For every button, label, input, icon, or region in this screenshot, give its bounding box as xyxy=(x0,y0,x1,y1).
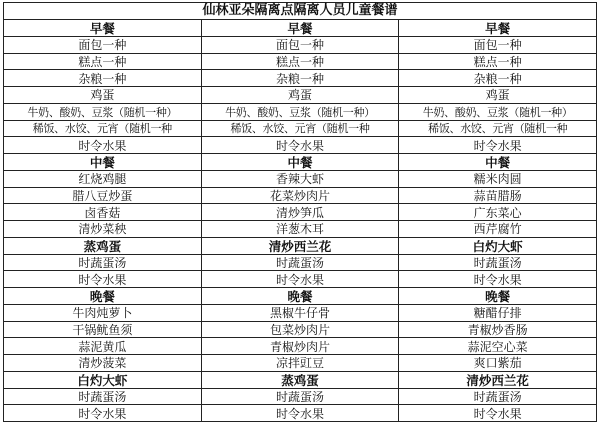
menu-cell: 牛肉炖萝卜 xyxy=(4,305,201,322)
menu-cell: 时蔬蛋汤 xyxy=(202,255,399,272)
menu-cell: 时令水果 xyxy=(473,406,522,421)
menu-cell-heading: 早餐 xyxy=(4,20,201,37)
menu-cell: 时令水果 xyxy=(202,271,399,288)
menu-column-3 xyxy=(398,20,596,421)
menu-cell: 糖醋仔排 xyxy=(399,305,596,322)
menu-cell: 蒜泥空心菜 xyxy=(399,338,596,355)
menu-cell: 时令水果 xyxy=(276,406,325,421)
menu-cell: 时令水果 xyxy=(399,137,596,154)
menu-cell: 牛奶、酸奶、豆浆（随机一种） xyxy=(4,104,201,121)
menu-cell-heading: 中餐 xyxy=(399,154,596,171)
menu-cell: 清炒菠菜 xyxy=(4,355,201,372)
menu-cell: 时蔬蛋汤 xyxy=(202,389,399,406)
menu-cell: 鸡蛋 xyxy=(202,87,399,104)
menu-cell: 杂粮一种 xyxy=(4,70,201,87)
menu-cell: 糕点一种 xyxy=(4,54,201,71)
menu-cell: 广东菜心 xyxy=(399,204,596,221)
menu-cell: 卤香菇 xyxy=(4,204,201,221)
menu-cell-heading: 清炒西兰花 xyxy=(399,372,596,389)
menu-cell-heading: 早餐 xyxy=(399,20,596,37)
menu-cell: 蒜泥黄瓜 xyxy=(4,338,201,355)
menu-cell: 时令水果 xyxy=(202,137,399,154)
menu-cell: 爽口紫茄 xyxy=(399,355,596,372)
menu-cell-heading: 中餐 xyxy=(4,154,201,171)
menu-column-1 xyxy=(4,20,201,421)
menu-cell: 杂粮一种 xyxy=(202,70,399,87)
menu-cell-heading: 晚餐 xyxy=(4,288,201,305)
menu-cell: 糕点一种 xyxy=(202,54,399,71)
menu-cell: 腊八豆炒蛋 xyxy=(4,188,201,205)
menu-cell-heading: 白灼大虾 xyxy=(399,238,596,255)
menu-cell: 香辣大虾 xyxy=(202,171,399,188)
menu-cell: 面包一种 xyxy=(399,37,596,54)
menu-cell: 洋葱木耳 xyxy=(202,221,399,238)
menu-cell: 牛奶、酸奶、豆浆（随机一种） xyxy=(202,104,399,121)
menu-cell: 西芹腐竹 xyxy=(399,221,596,238)
menu-cell: 时蔬蛋汤 xyxy=(4,255,201,272)
menu-cell-heading: 晚餐 xyxy=(202,288,399,305)
menu-cell-heading: 晚餐 xyxy=(399,288,596,305)
menu-cell: 糯米肉圆 xyxy=(399,171,596,188)
menu-cell: 青椒炒肉片 xyxy=(202,338,399,355)
menu-cell: 鸡蛋 xyxy=(399,87,596,104)
menu-cell-heading: 白灼大虾 xyxy=(4,372,201,389)
menu-cell: 时令水果 xyxy=(4,137,201,154)
menu-cell: 时蔬蛋汤 xyxy=(4,389,201,406)
meal-menu-table xyxy=(3,2,597,422)
menu-cell: 青椒炒香肠 xyxy=(399,322,596,339)
menu-title: 仙林亚朵隔离点隔离人员儿童餐谱 xyxy=(4,3,596,20)
menu-cell: 牛奶、酸奶、豆浆（随机一种） xyxy=(399,104,596,121)
menu-cell: 鸡蛋 xyxy=(4,87,201,104)
menu-cell: 时令水果 xyxy=(78,406,127,421)
menu-cell: 黑椒牛仔骨 xyxy=(202,305,399,322)
menu-cell: 包菜炒肉片 xyxy=(202,322,399,339)
menu-cell: 杂粮一种 xyxy=(399,70,596,87)
menu-cell-heading: 蒸鸡蛋 xyxy=(202,372,399,389)
menu-cell: 稀饭、水饺、元宵（随机一种 xyxy=(399,121,596,138)
menu-cell: 花菜炒肉片 xyxy=(202,188,399,205)
menu-cell: 面包一种 xyxy=(202,37,399,54)
menu-cell: 蒜苗腊肠 xyxy=(399,188,596,205)
menu-cell: 清炒笋瓜 xyxy=(202,204,399,221)
menu-cell: 稀饭、水饺、元宵（随机一种 xyxy=(4,121,201,138)
menu-cell-heading: 中餐 xyxy=(202,154,399,171)
menu-column-2 xyxy=(201,20,399,421)
menu-cell: 凉拌豇豆 xyxy=(202,355,399,372)
menu-cell: 时令水果 xyxy=(399,271,596,288)
menu-cell: 时蔬蛋汤 xyxy=(399,255,596,272)
menu-cell-heading: 蒸鸡蛋 xyxy=(4,238,201,255)
menu-cell: 红烧鸡腿 xyxy=(4,171,201,188)
menu-cell: 时令水果 xyxy=(4,271,201,288)
menu-grid xyxy=(4,20,596,421)
menu-cell-heading: 早餐 xyxy=(202,20,399,37)
menu-cell: 稀饭、水饺、元宵（随机一种 xyxy=(202,121,399,138)
menu-cell: 清炒菜秧 xyxy=(4,221,201,238)
menu-cell: 时蔬蛋汤 xyxy=(399,389,596,406)
menu-cell: 糕点一种 xyxy=(399,54,596,71)
menu-cell: 面包一种 xyxy=(4,37,201,54)
menu-cell-heading: 清炒西兰花 xyxy=(202,238,399,255)
menu-cell: 干锅鱿鱼须 xyxy=(4,322,201,339)
